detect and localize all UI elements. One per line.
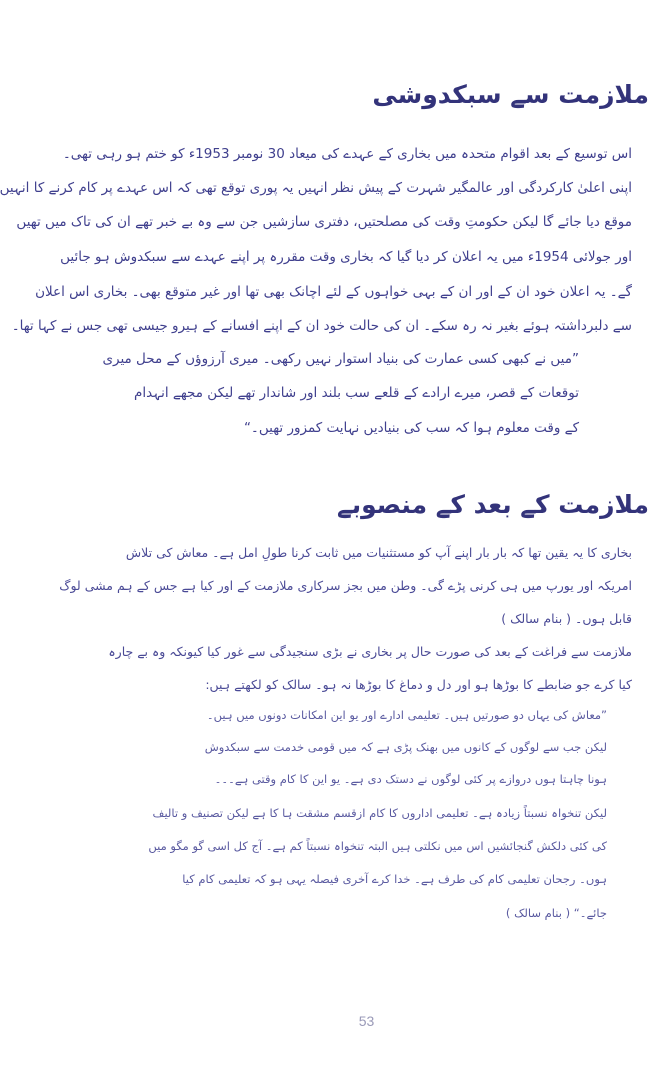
section-heading-post-retirement-plans: ملازمت کے بعد کے منصوبے: [337, 490, 649, 519]
paragraph-line: ملازمت سے فراغت کے بعد کی صورت حال پر بخاری نے بڑی سنجیدگی سے غور کیا کیونکہ وہ بے چارہ: [108, 644, 632, 659]
quote-line: لیکن تنخواہ نسبتاً زیادہ ہے۔ تعلیمی اداروں کا کام ازقسم مشقت ہا کا ہے لیکن تصنیف و تالیف: [152, 806, 607, 820]
paragraph-line: موقع دیا جائے گا لیکن حکومتِ وقت کی مصلحتیں، دفتری سازشیں جن سے وہ بے خبر تھے ان کی تاک میں تھیں: [16, 214, 632, 230]
paragraph-line: سے دلبرداشتہ ہوئے بغیر نہ رہ سکے۔ ان کی حالت خود ان کے اپنے افسانے کے ہیرو جیسی تھی جس نے کہا تھا۔: [11, 318, 632, 334]
quote-line: ”معاش کی یہاں دو صورتیں ہیں۔ تعلیمی ادارے اور یو این امکانات دونوں میں ہیں۔: [206, 708, 607, 722]
quote-line: ہوں۔ رجحان تعلیمی کام کی طرف ہے۔ خدا کرے آخری فیصلہ یہی ہو کہ تعلیمی کام کیا: [182, 872, 607, 886]
paragraph-line: کیا کرے جو ضابطے کا بوڑھا ہو اور دل و دماغ کا بوڑھا نہ ہو۔ سالک کو لکھتے ہیں:: [205, 677, 632, 692]
paragraph-line: قابل ہوں۔ ( بنام سالک ): [501, 611, 632, 626]
quote-line: ہونا چاہتا ہوں دروازے پر کئی لوگوں نے دستک دی ہے۔ یو این کا کام وقتی ہے۔۔۔: [214, 772, 607, 786]
quote-line: کے وقت معلوم ہوا کہ سب کی بنیادیں نہایت کمزور تھیں۔“: [243, 420, 579, 436]
quote-line: توقعات کے قصر، میرے ارادے کے قلعے سب بلند اور شاندار تھے لیکن مجھے انہدام: [134, 385, 579, 401]
paragraph-line: گے۔ یہ اعلان خود ان کے اور ان کے بہی خواہوں کے لئے اچانک بھی تھا اور غیر متوقع بھی۔ بخاری اس اعلان: [35, 284, 632, 300]
paragraph-line: اور جولائی 1954ء میں یہ اعلان کر دیا گیا کہ بخاری وقت مقررہ پر اپنے عہدے سے سبکدوش ہو جائیں: [60, 249, 632, 265]
section-heading-retirement: ملازمت سے سبکدوشی: [372, 80, 649, 109]
quote-line: جائے۔“ ( بنام سالک ): [505, 906, 607, 920]
page-number: 53: [358, 1013, 375, 1029]
quote-line: کی کئی دلکش گنجائشیں اس میں نکلتی ہیں البتہ تنخواہ نسبتاً کم ہے۔ آج کل اسی گو مگو میں: [148, 839, 607, 853]
quote-line: لیکن جب سے لوگوں کے کانوں میں بھنک پڑی ہے کہ میں قومی خدمت سے سبکدوش: [204, 740, 607, 754]
quote-line: ”میں نے کبھی کسی عمارت کی بنیاد استوار نہیں رکھی۔ میری آرزوؤں کے محل میری: [102, 351, 579, 367]
paragraph-line: امریکہ اور یورپ میں ہی کرنی پڑے گی۔ وطن میں بجز سرکاری ملازمت کے اور کیا ہے جس کے ہم مشی لوگ: [59, 578, 632, 593]
paragraph-line: اس توسیع کے بعد اقوام متحدہ میں بخاری کے عہدے کی میعاد 30 نومبر 1953ء کو ختم ہو رہی تھی۔: [62, 146, 632, 162]
paragraph-line: بخاری کا یہ یقین تھا کہ بار بار اپنے آپ کو مستثنیات میں ثابت کرنا طولِ امل ہے۔ معاش کی تلاش: [125, 545, 632, 560]
paragraph-line: اپنی اعلیٰ کارکردگی اور عالمگیر شہرت کے پیش نظر انہیں یہ پوری توقع تھی کہ اس عہدے پر کام کرنے کا انہیں: [0, 180, 632, 196]
